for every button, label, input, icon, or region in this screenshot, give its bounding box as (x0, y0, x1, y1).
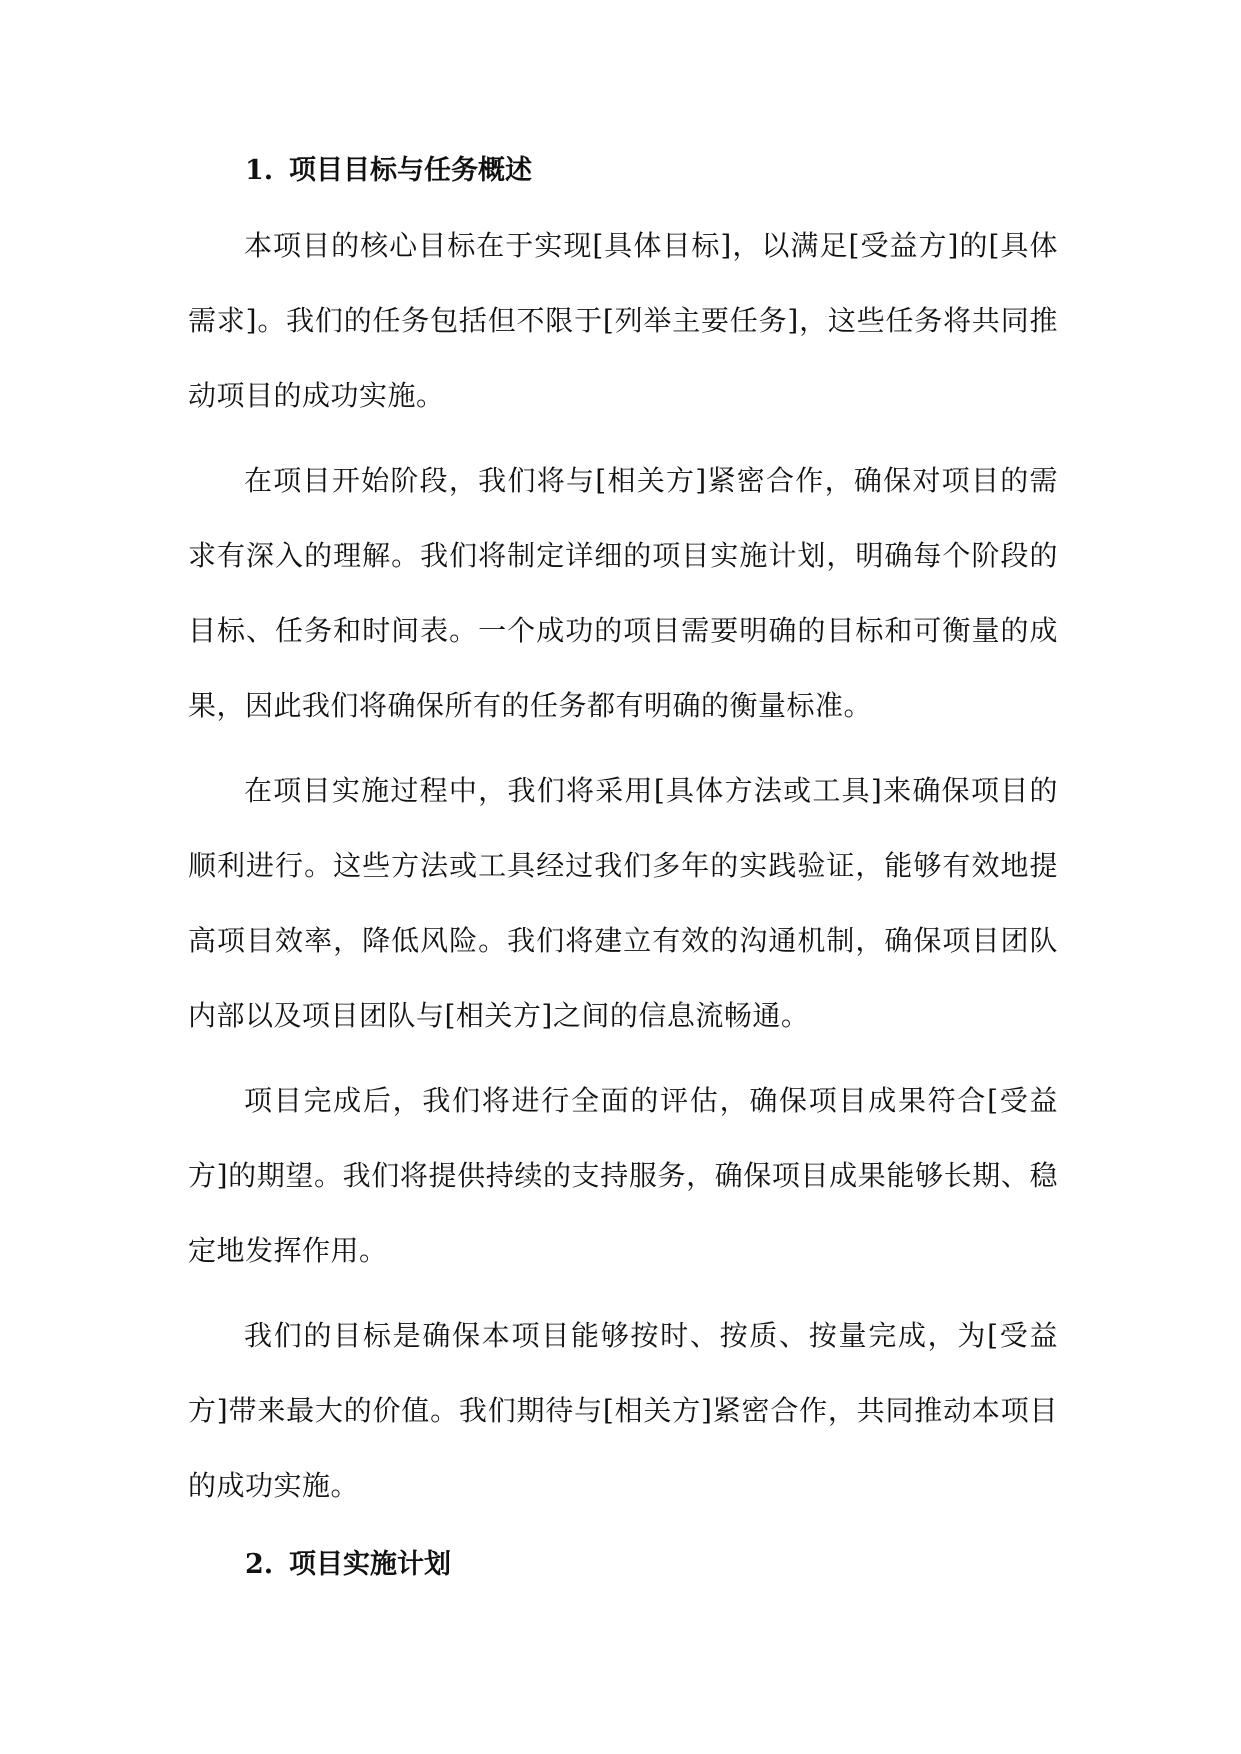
paragraph: 在项目实施过程中，我们将采用[具体方法或工具]来确保项目的顺利进行。这些方法或工具经过我们多年的实践验证，能够有效地提高项目效率，降低风险。我们将建立有效的沟通机制，确保项目团队内部以及项目团队与[相关方]之间的信息流畅通。 (188, 774, 1058, 1032)
section-2-number: 2. (245, 1549, 274, 1580)
paragraph: 我们的目标是确保本项目能够按时、按质、按量完成，为[受益方]带来最大的价值。我们期待与[相关方]紧密合作，共同推动本项目的成功实施。 (188, 1319, 1058, 1502)
paragraph: 在项目开始阶段，我们将与[相关方]紧密合作，确保对项目的需求有深入的理解。我们将制定详细的项目实施计划，明确每个阶段的目标、任务和时间表。一个成功的项目需要明确的目标和可衡量的成果，因此我们将确保所有的任务都有明确的衡量标准。 (188, 464, 1058, 722)
paragraph: 本项目的核心目标在于实现[具体目标]，以满足[受益方]的[具体需求]。我们的任务包括但不限于[列举主要任务]，这些任务将共同推动项目的成功实施。 (188, 229, 1058, 412)
section-2-heading (245, 1545, 451, 1585)
section-1-heading (245, 151, 532, 191)
section-1-number: 1. (245, 155, 274, 186)
paragraph: 项目完成后，我们将进行全面的评估，确保项目成果符合[受益方]的期望。我们将提供持续的支持服务，确保项目成果能够长期、稳定地发挥作用。 (188, 1084, 1058, 1267)
section-1-title: 项目目标与任务概述 (289, 155, 532, 186)
section-1-body (188, 208, 1058, 1533)
section-2-title: 项目实施计划 (289, 1549, 451, 1580)
